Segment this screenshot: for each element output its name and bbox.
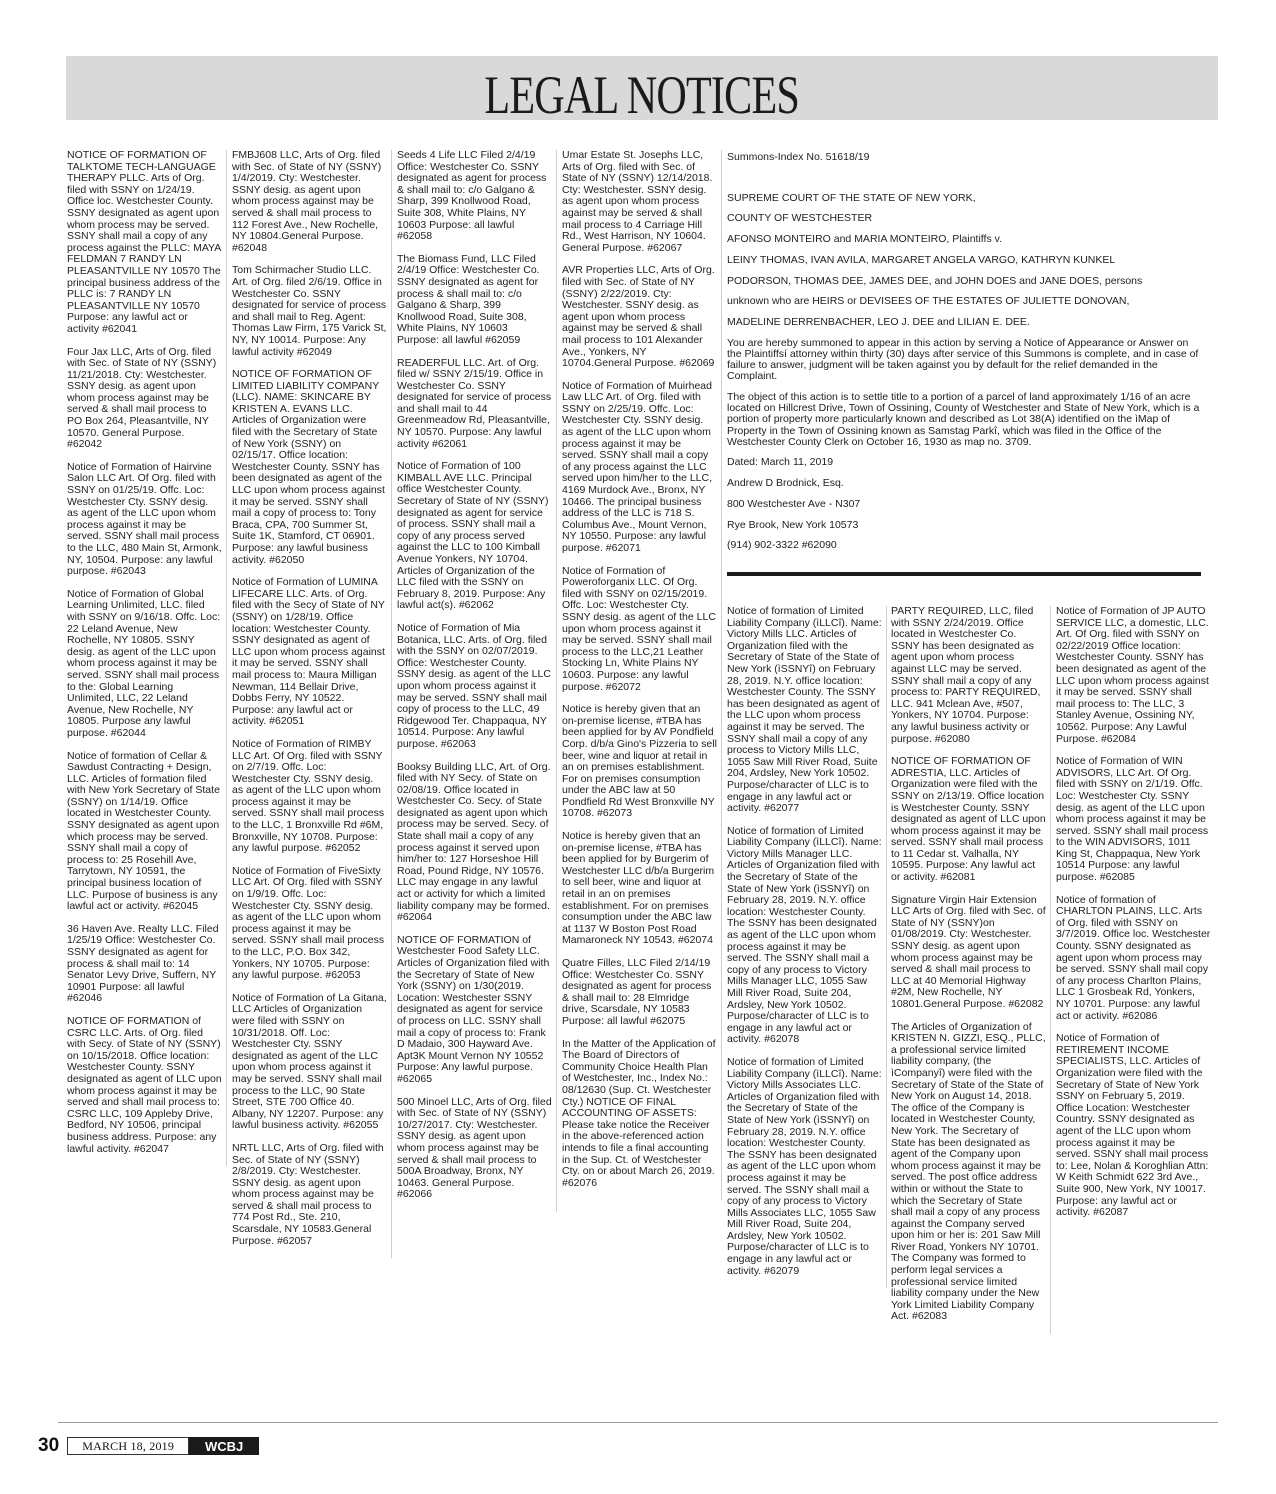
legal-notice: Notice of Formation of Poweroforganix LLC. Of Org. filed with SSNY on 02/15/2019. Offc. Loc: Westchester Cty. SSNY desig. as agent of the LLC upon whom process against it may be served. SSNY shall mail process to the LLC,21 Leather Stocking Ln, White Plains NY 10603. Purpose: any lawful purpose. #62072 [562, 564, 716, 693]
notice-column-4 [562, 150, 722, 1200]
legal-notice: NOTICE OF FORMATION OF TALKTOME TECH-LANGUAGE THERAPY PLLC. Arts of Org. filed with SSNY on 1/24/19. Office loc. Westchester County. SSNY designated as agent upon whom process may be served. SSNY shall mail a copy of any process against the PLLC: MAYA FELDMAN 7 RANDY LN PLEASANTVILLE NY 10570 The principal business address of the PLLC is: 7 RANDY LN PLEASANTVILLE NY 10570 Purpose: any lawful act or activity #62041 [67, 149, 221, 335]
legal-notice: Notice of Formation of Hairvine Salon LLC Art. Of Org. filed with SSNY on 01/25/19. Offc. Loc: Westchester Cty. SSNY desig. as agent of the LLC upon whom process against it may be served. SSNY shall mail process to the LLC, 480 Main St, Armonk, NY, 10504. Purpose: any lawful purpose. #62043 [67, 460, 222, 578]
legal-notice: The Articles of Organization of KRISTEN N. GIZZI, ESQ., PLLC, a professional service limited liability company, (the ìCompanyî) were filed with the Secretary of State of the State of New York on August 14, 2018. The office of the Company is located in Westchester County, New York. The Secretary of State has been designated as agent of the Company upon whom process against it may be served. The post office address within or without the State to which the Secretary of State shall mail a copy of any process against the Company served upon him or her is: 201 Saw Mill River Road, Yonkers NY 10701. The Company was formed to perform legal services a professional service limited liability company under the New York Limited Liability Company Act. #62083 [891, 1020, 1046, 1323]
legal-notice: AVR Properties LLC, Arts of Org. filed with Sec. of State of NY (SSNY) 2/22/2019. Cty: Westchester. SSNY desig. as agent upon whom process against may be served & shall mail process to 101 Alexander Ave., Yonkers, NY 10704.General Purpose. #62069 [562, 264, 715, 370]
legal-notice: Notice of Formation of La Gitana, LLC Articles of Organization were filed with SSNY on 10/31/2018. Off. Loc: Westchester Cty. SSNY designated as agent of the LLC upon whom process against it may be served. SSNY shall mail process to the LLC, 90 State Street, STE 700 Office 40. Albany, NY 12207. Purpose: any lawful business activity. #62055 [232, 991, 387, 1132]
legal-notice: NOTICE OF FORMATION of CSRC LLC. Arts. of Org. filed with Secy. of State of NY (SSNY) on 10/15/2018. Office location: Westchester County. SSNY designated as agent of LLC upon whom process against it may be served and shall mail process to: CSRC LLC, 109 Appleby Drive, Bedford, NY 10506, principal business address. Purpose: any lawful activity. #62047 [67, 1014, 222, 1155]
section-banner [66, 56, 1218, 125]
legal-notice: READERFUL LLC. Art. of Org. filed w/ SSNY 2/15/19. Office in Westchester Co. SSNY designated for service of process and shall mail to 44 Greenmeadow Rd, Pleasantville, NY 10570. Purpose: Any lawful activity #62061 [397, 356, 552, 450]
summons-index-number: Summons-Index No. 51618/19 [727, 151, 870, 163]
legal-notice: The Biomass Fund, LLC Filed 2/4/19 Office: Westchester Co. SSNY designated as agent for process & shall mail to: c/o Galgano & Sharp, 399 Knollwood Road, Suite 308, White Plains, NY 10603 Purpose: all lawful #62059 [397, 252, 540, 346]
defendants-line: unknown who are HEIRS or DEVISEES OF THE ESTATES OF JULIETTE DONOVAN, [727, 295, 1130, 308]
notice-column-5 [727, 606, 887, 1288]
attorney-name: Andrew D Brodnick, Esq. [727, 477, 844, 490]
legal-notice: Seeds 4 Life LLC Filed 2/4/19 Office: Westchester Co. SSNY designated as agent for process & shall mail to: c/o Galgano & Sharp, 399 Knollwood Road, Suite 308, White Plains, NY 10603 Purpose: all lawful #62058 [397, 149, 547, 243]
section-divider [727, 572, 1201, 576]
legal-notice: Notice of formation of Limited Liability Company (ìLLCî). Name: Victory Mills Manager LLC. Articles of Organization filed with the Secretary of State of the State of New York (ìSSNYî) on February 28, 2019. N.Y. office location: Westchester County. The SSNY has been designated as agent of the LLC upon whom process against it may be served. The SSNY shall mail a copy of any process to Victory Mills Manager LLC, 1055 Saw Mill River Road, Suite 204, Ardsley, New York 10502. Purpose/character of LLC is to engage in any lawful act or activity. #62078 [727, 824, 882, 1046]
issue-date: MARCH 18, 2019 [67, 1437, 189, 1455]
defendants-line: LEINY THOMAS, IVAN AVILA, MARGARET ANGELA VARGO, KATHRYN KUNKEL [727, 253, 1116, 266]
attorney-phone: (914) 902-3322 #62090 [727, 539, 837, 552]
defendants-line: MADELINE DERRENBACHER, LEO J. DEE and LILIAN E. DEE. [727, 315, 1030, 328]
plaintiffs: AFONSO MONTEIRO and MARIA MONTEIRO, Plaintiffs v. [727, 233, 1002, 246]
page-number: 30 [38, 1435, 60, 1456]
notice-column-1 [67, 150, 227, 1166]
legal-notice: 36 Haven Ave. Realty LLC. Filed 1/25/19 Office: Westchester Co. SSNY designated as agent for process & shall mail to: 14 Senator Levy Drive, Suffern, NY 10901 Purpose: all lawful #62046 [67, 922, 219, 1005]
legal-notice: Quatre Filles, LLC Filed 2/14/19 Office: Westchester Co. SSNY designated as agent for process & shall mail to: 28 Elmridge drive, Scarsdale, NY 10583 Purpose: all lawful #62075 [562, 957, 712, 1027]
summons-paragraph: You are hereby summoned to appear in this action by serving a Notice of Appearance or Answer on the Plaintiffsí attorney within thirty (30) days after service of this Summons is complete, and in case of failure to answer, judgment will be taken against you by default for the relief demanded in the Complaint. [727, 336, 1199, 383]
legal-notice: Booksy Building LLC, Art. of Org. filed with NY Secy. of State on 02/08/19. Office located in Westchester Co. Secy. of State designated as agent upon which process may be served. Secy. of State shall mail a copy of any process against it served upon him/her to: 127 Horseshoe Hill Road, Pound Ridge, NY 10576. LLC may engage in any lawful act or activity for which a limited liability company may be formed. #62064 [397, 760, 551, 924]
legal-notice: In the Matter of the Application of The Board of Directors of Community Choice Health Plan of Westchester, Inc., Index No.: 08/12630 (Sup. Ct. Westchester Cty.) NOTICE OF FINAL ACCOUNTING OF ASSETS: Please take notice the Receiver in the above-referenced action intends to file a final accounting in the Sup. Ct. of Westchester Cty. on or about March 26, 2019. #62076 [562, 1037, 716, 1189]
notice-column-3 [397, 150, 557, 1212]
footer-divider [58, 1422, 1218, 1423]
publication-name: WCBJ [189, 1437, 259, 1455]
legal-notice: Notice of Formation of FiveSixty LLC Art. Of Org. filed with SSNY on 1/9/19. Offc. Loc: Westchester Cty. SSNY desig. as agent of the LLC upon whom process against it may be served. SSNY shall mail process to the LLC, P.O. Box 342, Yonkers, NY 10705. Purpose: any lawful purpose. #62053 [232, 864, 385, 982]
legal-notice: NOTICE OF FORMATION of Westchester Food Safety LLC. Articles of Organization filed with the Secretary of State of New York (SSNY) on 1/30(2019. Location: Westchester SSNY designated as agent for service of process on LLC. SSNY shall mail a copy of process to: Frank D Madaio, 300 Hayward Ave. Apt3K Mount Vernon NY 10552 Purpose: Any lawful purpose. #62065 [397, 933, 550, 1085]
legal-notice: NOTICE OF FORMATION OF LIMITED LIABILITY COMPANY (LLC). NAME: SKINCARE BY KRISTEN A. EVANS LLC. Articles of Organization were filed with the Secretary of State of New York (SSNY) on 02/15/17. Office location: Westchester County. SSNY has been designated as agent of the LLC upon whom process against it may be served. SSNY shall mail a copy of process to: Tony Braca, CPA, 700 Summer St, Suite 1K, Stamford, CT 06901. Purpose: any lawful business activity. #62050 [232, 368, 385, 566]
legal-notice: Notice is hereby given that an on-premise license, #TBA has been applied for by Burgerim of Westchester LLC d/b/a Burgerim to sell beer, wine and liquor at retail in an on premises establishment. For on premises consumption under the ABC law at 1137 W Boston Post Road Mamaroneck NY 10543. #62074 [562, 830, 715, 947]
legal-notice: Notice of Formation of WIN ADVISORS, LLC Art. Of Org. filed with SSNY on 2/1/19. Offc. Loc: Westchester Cty. SSNY desig. as agent of the LLC upon whom process against it may be served. SSNY shall mail process to the WIN ADVISORS, 1011 King St, Chappaqua, New York 10514 Purpose: any lawful purpose. #62085 [1056, 755, 1209, 884]
summons-paragraph: The object of this action is to settle title to a portion of a parcel of land approximately 1/16 of an acre located on Hillcrest Drive, Town of Ossining, County of Westchester and State of New York, which is a portion of property more particularly known and described as Lot 38(A) identified on the ìMap of Property in the Town of Ossining known as Samstag Parkî, which was filed in the Office of the Westchester County Clerk on October 16, 1930 as map no. 3709. [727, 390, 1200, 448]
legal-notice: Notice of Formation of LUMINA LIFECARE LLC. Arts. of Org. filed with the Secy of State of NY (SSNY) on 1/28/19. Office location: Westchester County. SSNY designated as agent of LLC upon whom process against it may be served. SSNY shall mail process to: Maura Milligan Newman, 114 Bellair Drive, Dobbs Ferry, NY 10522. Purpose: any lawful act or activity. #62051 [232, 576, 385, 728]
legal-notice: Four Jax LLC, Arts of Org. filed with Sec. of State of NY (SSNY) 11/21/2018. Cty: Westchester. SSNY desig. as agent upon whom process against may be served & shall mail process to PO Box 264, Pleasantville, NY 10570. General Purpose. #62042 [67, 345, 217, 451]
summons-notice [727, 152, 1203, 561]
legal-notice: Notice of Formation of Muirhead Law LLC Art. of Org. filed with SSNY on 2/25/19. Offc. Loc: Westchester Cty. SSNY desig. as agent of the LLC upon whom process against it may be served. SSNY shall mail a copy of any process against the LLC served upon him/her to the LLC, 4169 Murdock Ave., Bronx, NY 10466. The principal business address of the LLC is 718 S. Columbus Ave., Mount Vernon, NY 10550. Purpose: any lawful purpose. #62071 [562, 379, 713, 554]
notice-column-7 [1056, 606, 1211, 1230]
legal-notice: Umar Estate St. Josephs LLC, Arts of Org. filed with Sec. of State of NY (SSNY) 12/14/2018. Cty: Westchester. SSNY desig. as agent upon whom process against may be served & shall mail process to 4 Carriage Hill Rd., West Harrison, NY 10604. General Purpose. #62067 [562, 149, 713, 254]
legal-notice: Notice of Formation of JP AUTO SERVICE LLC, a domestic, LLC. Art. Of Org. filed with SSNY on 02/22/2019 Office location: Westchester County. SSNY has been designated as agent of the LLC upon whom process against it may be served. SSNY shall mail process to: The LLC, 3 Stanley Avenue, Ossining NY, 10562. Purpose: Any Lawful Purpose. #62084 [1056, 605, 1209, 745]
legal-notice: FMBJ608 LLC, Arts of Org. filed with Sec. of State of NY (SSNY) 1/4/2019. Cty: Westchester. SSNY desig. as agent upon whom process against may be served & shall mail process to 112 Forest Ave., New Rochelle, NY 10804.General Purpose. #62048 [232, 149, 382, 254]
notice-column-2 [232, 150, 392, 1258]
page-footer [38, 1436, 259, 1456]
summons-date: Dated: March 11, 2019 [727, 456, 834, 469]
legal-notice: Notice of Formation of RETIREMENT INCOME SPECIALISTS, LLC. Articles of Organization were filed with the Secretary of State of New York SSNY on February 5, 2019. Office Location: Westchester Country. SSNY designated as agent of the LLC upon whom process against it may be served. SSNY shall mail process to: Lee, Nolan & Koroghlian Attn: W Keith Schmidt 622 3rd Ave., Suite 900, New York, NY 10017. Purpose: any lawful act or activity. #62087 [1056, 1032, 1209, 1219]
notice-column-6 [891, 606, 1051, 1334]
legal-notice: 500 Minoel LLC, Arts of Org. filed with Sec. of State of NY (SSNY) 10/27/2017. Cty: Westchester. SSNY desig. as agent upon whom process against may be served & shall mail process to 500A Broadway, Bronx, NY 10463. General Purpose. #62066 [397, 1095, 552, 1201]
legal-notice: PARTY REQUIRED, LLC, filed with SSNY 2/24/2019. Office located in Westchester Co. SSNY has been designated as agent upon whom process against LLC may be served. SSNY shall mail a copy of any process to: PARTY REQUIRED, LLC. 941 Mclean Ave, #507, Yonkers, NY 10704. Purpose: any lawful business activity or purpose. #62080 [891, 605, 1041, 745]
attorney-city: Rye Brook, New York 10573 [727, 518, 859, 531]
legal-notice: Notice of formation of CHARLTON PLAINS, LLC. Arts of Org. filed with SSNY on 3/7/2019. Office loc. Westchester County. SSNY designated as agent upon whom process may be served. SSNY shall mail copy of any process Charlton Plains, LLC 1 Grosbeak Rd, Yonkers, NY 10701. Purpose: any lawful act or activity. #62086 [1056, 893, 1211, 1022]
legal-notice: Notice of Formation of Global Learning Unlimited, LLC. filed with SSNY on 9/16/18. Offc. Loc: 22 Leland Avenue, New Rochelle, NY 10805. SSNY desig. as agent of the LLC upon whom process against it may be served. SSNY shall mail process to the: Global Learning Unlimited, LLC, 22 Leland Avenue, New Rochelle, NY 10805. Purpose any lawful purpose. #62044 [67, 587, 221, 739]
legal-notice: Notice of Formation of Mia Botanica, LLC. Arts. of Org. filed with the SSNY on 02/07/2019. Office: Westchester County. SSNY desig. as agent of the LLC upon whom process against it may be served. SSNY shall mail copy of process to the LLC, 49 Ridgewood Ter. Chappaqua, NY 10514. Purpose: Any lawful purpose. #62063 [397, 621, 551, 750]
attorney-address: 800 Westchester Ave - N307 [727, 497, 861, 510]
legal-notice: Notice of Formation of 100 KIMBALL AVE LLC. Principal office Westchester County. Secretary of State of NY (SSNY) designated as agent for service of process. SSNY shall mail a copy of any process served against the LLC to 100 Kimball Avenue Yonkers, NY 10704. Articles of Organization of the LLC filed with the SSNY on February 8, 2019. Purpose: Any lawful act(s). #62062 [397, 460, 549, 612]
legal-notice: Signature Virgin Hair Extension LLC Arts of Org. filed with Sec. of State of NY (SSNY)on 01/08/2019. Cty: Westchester. SSNY desig. as agent upon whom process against may be served & shall mail process to LLC at 40 Memorial Highway #2M, New Rochelle, NY 10801.General Purpose. #62082 [891, 893, 1046, 1010]
section-title: LEGAL NOTICES [484, 65, 800, 125]
legal-notice: Notice of formation of Cellar & Sawdust Contracting + Design, LLC. Articles of formation filed with New York Secretary of State (SSNY) on 1/14/19. Office located in Westchester County. SSNY designated as agent upon which process may be served. SSNY shall mail a copy of process to: 25 Rosehill Ave, Tarrytown, NY 10591, the principal business location of LLC. Purpose of business is any lawful act or activity. #62045 [67, 749, 220, 913]
legal-notice: Notice is hereby given that an on-premise license, #TBA has been applied for by AV Pondfield Corp. d/b/a Gino's Pizzeria to sell beer, wine and liquor at retail in an on premises establishment. For on premises consumption under the ABC law at 50 Pondfield Rd West Bronxville NY 10708. #62073 [562, 703, 717, 820]
legal-notice: Notice of formation of Limited Liability Company (ìLLCî). Name: Victory Mills LLC. Articles of Organization filed with the Secretary of State of the State of New York (ìSSNYî) on February 28, 2019. N.Y. office location: Westchester County. The SSNY has been designated as agent of the LLC upon whom process against it may be served. The SSNY shall mail a copy of any process to Victory Mills LLC, 1055 Saw Mill River Road, Suite 204, Ardsley, New York 10502. Purpose/character of LLC is to engage in any lawful act or activity. #62077 [727, 605, 882, 815]
defendants-line: PODORSON, THOMAS DEE, JAMES DEE, and JOHN DOES and JANE DOES, persons [727, 274, 1143, 287]
legal-notice: Tom Schirmacher Studio LLC. Art. of Org. filed 2/6/19. Office in Westchester Co. SSNY designated for service of process and shall mail to Reg. Agent: Thomas Law Firm, 175 Varick St, NY, NY 10014. Purpose: Any lawful activity #62049 [232, 264, 387, 358]
legal-notice: NOTICE OF FORMATION OF ADRESTIA, LLC. Articles of Organization were filed with the SSNY on 2/13/19. Office location is Westchester County. SSNY designated as agent of LLC upon whom process against it may be served. SSNY shall mail process to 11 Cedar st. Valhalla, NY 10595. Purpose: Any lawful act or activity. #62081 [891, 755, 1046, 884]
county-name: COUNTY OF WESTCHESTER [727, 212, 873, 225]
court-name: SUPREME COURT OF THE STATE OF NEW YORK, [727, 191, 976, 204]
legal-notice: Notice of Formation of RIMBY LLC Art. Of Org. filed with SSNY on 2/7/19. Offc. Loc: Westchester Cty. SSNY desig. as agent of the LLC upon whom process against it may be served. SSNY shall mail process to the LLC, 1 Bronxville Rd #6M, Bronxville, NY 10708. Purpose: any lawful purpose. #62052 [232, 737, 385, 855]
legal-notice: Notice of formation of Limited Liability Company (ìLLCî). Name: Victory Mills Associates LLC. Articles of Organization filed with the Secretary of State of the State of New York (ìSSNYî) on February 28, 2019. N.Y. office location: Westchester County. The SSNY has been designated as agent of the LLC upon whom process against it may be served. The SSNY shall mail a copy of any process to Victory Mills Associates LLC, 1055 Saw Mill River Road, Suite 204, Ardsley, New York 10502. Purpose/character of LLC is to engage in any lawful act or activity. #62079 [727, 1055, 882, 1277]
legal-notice: NRTL LLC, Arts of Org. filed with Sec. of State of NY (SSNY) 2/8/2019. Cty: Westchester. SSNY desig. as agent upon whom process against may be served & shall mail process to 774 Post Rd., Ste. 210, Scarsdale, NY 10583.General Purpose. #62057 [232, 1141, 384, 1247]
